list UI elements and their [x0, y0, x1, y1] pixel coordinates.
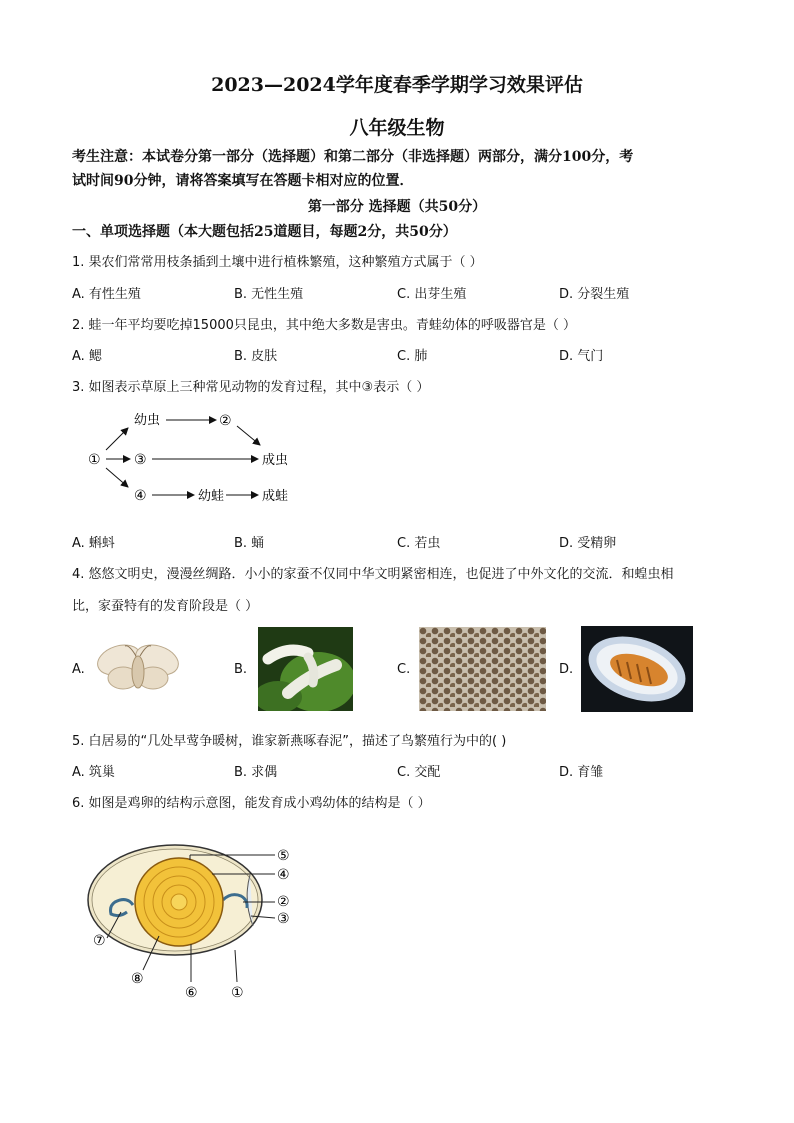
label-circle-4: ④: [134, 488, 147, 504]
label-8: ⑧: [131, 971, 144, 987]
q4-option-c-label[interactable]: C.: [397, 662, 411, 677]
q4-option-d-label[interactable]: D.: [559, 662, 574, 677]
arrow-1-4: [106, 468, 128, 487]
label-circle-1: ①: [88, 452, 101, 468]
q2-option-b[interactable]: B. 皮肤: [234, 349, 278, 364]
q2-option-a[interactable]: A. 鳃: [72, 349, 102, 364]
q3-option-a[interactable]: A. 蝌蚪: [72, 536, 115, 551]
question-6: 6. 如图是鸡卵的结构示意图，能发育成小鸡幼体的结构是（ ）: [72, 796, 431, 811]
arrow-1-larva: [106, 428, 128, 450]
q1-option-a[interactable]: A. 有性生殖: [72, 287, 141, 302]
q5-option-d[interactable]: D. 育雏: [559, 765, 604, 780]
label-2: ②: [277, 894, 290, 910]
q5-option-c[interactable]: C. 交配: [397, 765, 441, 780]
silkworm-image[interactable]: [258, 627, 353, 711]
moth-image[interactable]: [95, 638, 181, 698]
label-1: ①: [231, 985, 244, 1001]
q3-option-b[interactable]: B. 蛹: [234, 536, 265, 551]
part1-heading: 第一部分 选择题（共50分）: [307, 199, 487, 215]
q2-option-d[interactable]: D. 气门: [559, 349, 604, 364]
label-3: ③: [277, 911, 290, 927]
label-circle-3: ③: [134, 452, 147, 468]
question-4-line-1: 4. 悠悠文明史，漫漫丝绸路．小小的家蚕不仅同中华文明紧密相连，也促进了中外文化的交流．和蝗虫相: [72, 567, 674, 582]
arrow-2-adult: [237, 426, 260, 445]
eggs-image[interactable]: [419, 627, 546, 711]
label-5: ⑤: [277, 848, 290, 864]
exam-subject: 八年级生物: [349, 117, 445, 139]
q5-option-b[interactable]: B. 求偶: [234, 765, 278, 780]
question-5: 5. 白居易的“几处早莺争暖树，谁家新燕啄春泥”，描述了鸟繁殖行为中的( ): [72, 734, 507, 749]
question-2: 2. 蛙一年平均要吃掉15000只昆虫，其中绝大多数是害虫。青蛙幼体的呼吸器官是（ ）: [72, 318, 577, 333]
question-1: 1. 果农们常常用枝条插到土壤中进行植株繁殖，这种繁殖方式属于（ ）: [72, 255, 483, 270]
q4-option-b-label[interactable]: B.: [234, 662, 248, 677]
question-4-line-2: 比，家蚕特有的发育阶段是（ ）: [72, 599, 259, 614]
label-circle-2: ②: [219, 413, 232, 429]
label-adult-insect: 成虫: [262, 453, 289, 468]
label-4: ④: [277, 867, 290, 883]
label-larva: 幼虫: [134, 413, 161, 428]
notice-line-2: 试时间90分钟，请将答案填写在答题卡相对应的位置．: [72, 173, 414, 189]
exam-title: 2023—2024学年度春季学期学习效果评估: [211, 74, 583, 96]
notice-line-1: 考生注意：本试卷分第一部分（选择题）和第二部分（非选择题）两部分，满分100分，考: [72, 149, 634, 165]
q1-option-d[interactable]: D. 分裂生殖: [559, 287, 630, 302]
q3-option-c[interactable]: C. 若虫: [397, 536, 441, 551]
label-7: ⑦: [93, 933, 106, 949]
development-diagram: [80, 400, 320, 520]
q5-option-a[interactable]: A. 筑巢: [72, 765, 115, 780]
label-froglet: 幼蛙: [198, 489, 225, 504]
q4-option-a-label[interactable]: A.: [72, 662, 85, 677]
q1-option-b[interactable]: B. 无性生殖: [234, 287, 304, 302]
egg-structure-diagram: [85, 840, 305, 1005]
q1-option-c[interactable]: C. 出芽生殖: [397, 287, 467, 302]
q2-option-c[interactable]: C. 肺: [397, 349, 428, 364]
label-adult-frog: 成蛙: [262, 489, 289, 504]
section-heading: 一、单项选择题（本大题包括25道题目，每题2分，共50分）: [72, 224, 457, 240]
question-3: 3. 如图表示草原上三种常见动物的发育过程，其中③表示（ ）: [72, 380, 430, 395]
pupa-image[interactable]: [581, 626, 693, 712]
q3-option-d[interactable]: D. 受精卵: [559, 536, 617, 551]
label-6: ⑥: [185, 985, 198, 1001]
